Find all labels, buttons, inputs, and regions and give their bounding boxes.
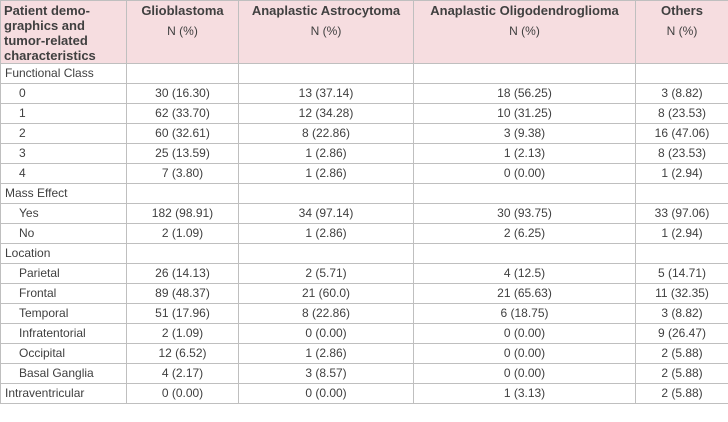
row-label: Temporal xyxy=(1,304,127,324)
cell-oligodendroglioma: 30 (93.75) xyxy=(414,204,636,224)
cell-others: 1 (2.94) xyxy=(636,164,728,184)
cell-oligodendroglioma: 21 (65.63) xyxy=(414,284,636,304)
row-label: Parietal xyxy=(1,264,127,284)
cell-glioblastoma: 4 (2.17) xyxy=(127,364,239,384)
cell-others: 33 (97.06) xyxy=(636,204,728,224)
cell-oligodendroglioma: 0 (0.00) xyxy=(414,364,636,384)
cell-glioblastoma: 12 (6.52) xyxy=(127,344,239,364)
empty-cell xyxy=(414,244,636,264)
header-astrocytoma-unit: N (%) xyxy=(310,24,342,38)
header-anaplastic-oligodendroglioma xyxy=(414,1,636,64)
header-glioblastoma-label: Glioblastoma xyxy=(141,3,224,18)
header-anaplastic-astrocytoma xyxy=(239,1,414,64)
cell-glioblastoma: 25 (13.59) xyxy=(127,144,239,164)
cell-others: 3 (8.82) xyxy=(636,304,728,324)
cell-oligodendroglioma: 6 (18.75) xyxy=(414,304,636,324)
empty-cell xyxy=(636,184,728,204)
cell-oligodendroglioma: 10 (31.25) xyxy=(414,104,636,124)
cell-glioblastoma: 26 (14.13) xyxy=(127,264,239,284)
cell-oligodendroglioma: 18 (56.25) xyxy=(414,84,636,104)
cell-others: 2 (5.88) xyxy=(636,384,728,404)
table-row xyxy=(1,204,728,224)
table-row xyxy=(1,364,728,384)
header-oligodendroglioma-label: Anaplastic Oligodendroglioma xyxy=(430,3,619,18)
row-label: 2 xyxy=(1,124,127,144)
section-row-functional-class xyxy=(1,64,728,84)
cell-astrocytoma: 2 (5.71) xyxy=(239,264,414,284)
table-row xyxy=(1,384,728,404)
cell-oligodendroglioma: 2 (6.25) xyxy=(414,224,636,244)
cell-glioblastoma: 7 (3.80) xyxy=(127,164,239,184)
cell-oligodendroglioma: 3 (9.38) xyxy=(414,124,636,144)
cell-astrocytoma: 8 (22.86) xyxy=(239,124,414,144)
table-body xyxy=(1,64,728,404)
table-row xyxy=(1,344,728,364)
cell-others: 2 (5.88) xyxy=(636,364,728,384)
table-row xyxy=(1,124,728,144)
row-label: Intraventricular xyxy=(1,384,127,404)
row-label: Yes xyxy=(1,204,127,224)
row-label: Infratentorial xyxy=(1,324,127,344)
cell-glioblastoma: 60 (32.61) xyxy=(127,124,239,144)
header-glioblastoma-unit: N (%) xyxy=(167,24,198,38)
cell-glioblastoma: 0 (0.00) xyxy=(127,384,239,404)
cell-oligodendroglioma: 1 (3.13) xyxy=(414,384,636,404)
header-characteristics xyxy=(1,1,127,64)
cell-others: 9 (26.47) xyxy=(636,324,728,344)
cell-others: 1 (2.94) xyxy=(636,224,728,244)
cell-others: 11 (32.35) xyxy=(636,284,728,304)
cell-glioblastoma: 2 (1.09) xyxy=(127,324,239,344)
header-others-label: Others xyxy=(661,3,703,18)
table-row xyxy=(1,284,728,304)
section-label: Mass Effect xyxy=(1,184,127,204)
table-row xyxy=(1,164,728,184)
empty-cell xyxy=(414,64,636,84)
cell-astrocytoma: 1 (2.86) xyxy=(239,344,414,364)
empty-cell xyxy=(636,64,728,84)
cell-astrocytoma: 0 (0.00) xyxy=(239,384,414,404)
row-label: Frontal xyxy=(1,284,127,304)
cell-oligodendroglioma: 0 (0.00) xyxy=(414,164,636,184)
cell-oligodendroglioma: 1 (2.13) xyxy=(414,144,636,164)
table-row xyxy=(1,304,728,324)
header-row xyxy=(1,1,728,64)
table-row xyxy=(1,224,728,244)
cell-others: 3 (8.82) xyxy=(636,84,728,104)
section-label: Location xyxy=(1,244,127,264)
cell-astrocytoma: 3 (8.57) xyxy=(239,364,414,384)
cell-glioblastoma: 89 (48.37) xyxy=(127,284,239,304)
cell-astrocytoma: 8 (22.86) xyxy=(239,304,414,324)
empty-cell xyxy=(239,64,414,84)
cell-astrocytoma: 34 (97.14) xyxy=(239,204,414,224)
cell-astrocytoma: 12 (34.28) xyxy=(239,104,414,124)
cell-glioblastoma: 51 (17.96) xyxy=(127,304,239,324)
header-oligodendroglioma-unit: N (%) xyxy=(509,24,540,38)
row-label: No xyxy=(1,224,127,244)
cell-astrocytoma: 1 (2.86) xyxy=(239,164,414,184)
cell-oligodendroglioma: 4 (12.5) xyxy=(414,264,636,284)
table-header xyxy=(1,1,728,64)
cell-astrocytoma: 0 (0.00) xyxy=(239,324,414,344)
cell-glioblastoma: 30 (16.30) xyxy=(127,84,239,104)
row-label: 0 xyxy=(1,84,127,104)
row-label: 4 xyxy=(1,164,127,184)
row-label: 1 xyxy=(1,104,127,124)
row-label: Basal Ganglia xyxy=(1,364,127,384)
cell-oligodendroglioma: 0 (0.00) xyxy=(414,324,636,344)
section-row-mass-effect xyxy=(1,184,728,204)
cell-others: 5 (14.71) xyxy=(636,264,728,284)
cell-astrocytoma: 1 (2.86) xyxy=(239,144,414,164)
empty-cell xyxy=(127,64,239,84)
empty-cell xyxy=(636,244,728,264)
table-row xyxy=(1,264,728,284)
table-row xyxy=(1,104,728,124)
section-label: Functional Class xyxy=(1,64,127,84)
cell-glioblastoma: 62 (33.70) xyxy=(127,104,239,124)
cell-glioblastoma: 182 (98.91) xyxy=(127,204,239,224)
header-astrocytoma-label: Anaplastic Astrocytoma xyxy=(251,3,401,18)
empty-cell xyxy=(239,244,414,264)
cell-others: 8 (23.53) xyxy=(636,144,728,164)
table-row xyxy=(1,324,728,344)
cell-others: 2 (5.88) xyxy=(636,344,728,364)
section-row-location xyxy=(1,244,728,264)
cell-astrocytoma: 1 (2.86) xyxy=(239,224,414,244)
cell-astrocytoma: 13 (37.14) xyxy=(239,84,414,104)
cell-others: 16 (47.06) xyxy=(636,124,728,144)
empty-cell xyxy=(239,184,414,204)
empty-cell xyxy=(127,244,239,264)
cell-astrocytoma: 21 (60.0) xyxy=(239,284,414,304)
cell-glioblastoma: 2 (1.09) xyxy=(127,224,239,244)
cell-others: 8 (23.53) xyxy=(636,104,728,124)
row-label: Occipital xyxy=(1,344,127,364)
header-others-unit: N (%) xyxy=(666,24,698,38)
row-label: 3 xyxy=(1,144,127,164)
table-row xyxy=(1,84,728,104)
empty-cell xyxy=(414,184,636,204)
table-row xyxy=(1,144,728,164)
header-glioblastoma xyxy=(127,1,239,64)
header-characteristics-label: Patient demo-graphics and tumor-related characteristics xyxy=(4,3,96,63)
cell-oligodendroglioma: 0 (0.00) xyxy=(414,344,636,364)
header-others xyxy=(636,1,728,64)
empty-cell xyxy=(127,184,239,204)
